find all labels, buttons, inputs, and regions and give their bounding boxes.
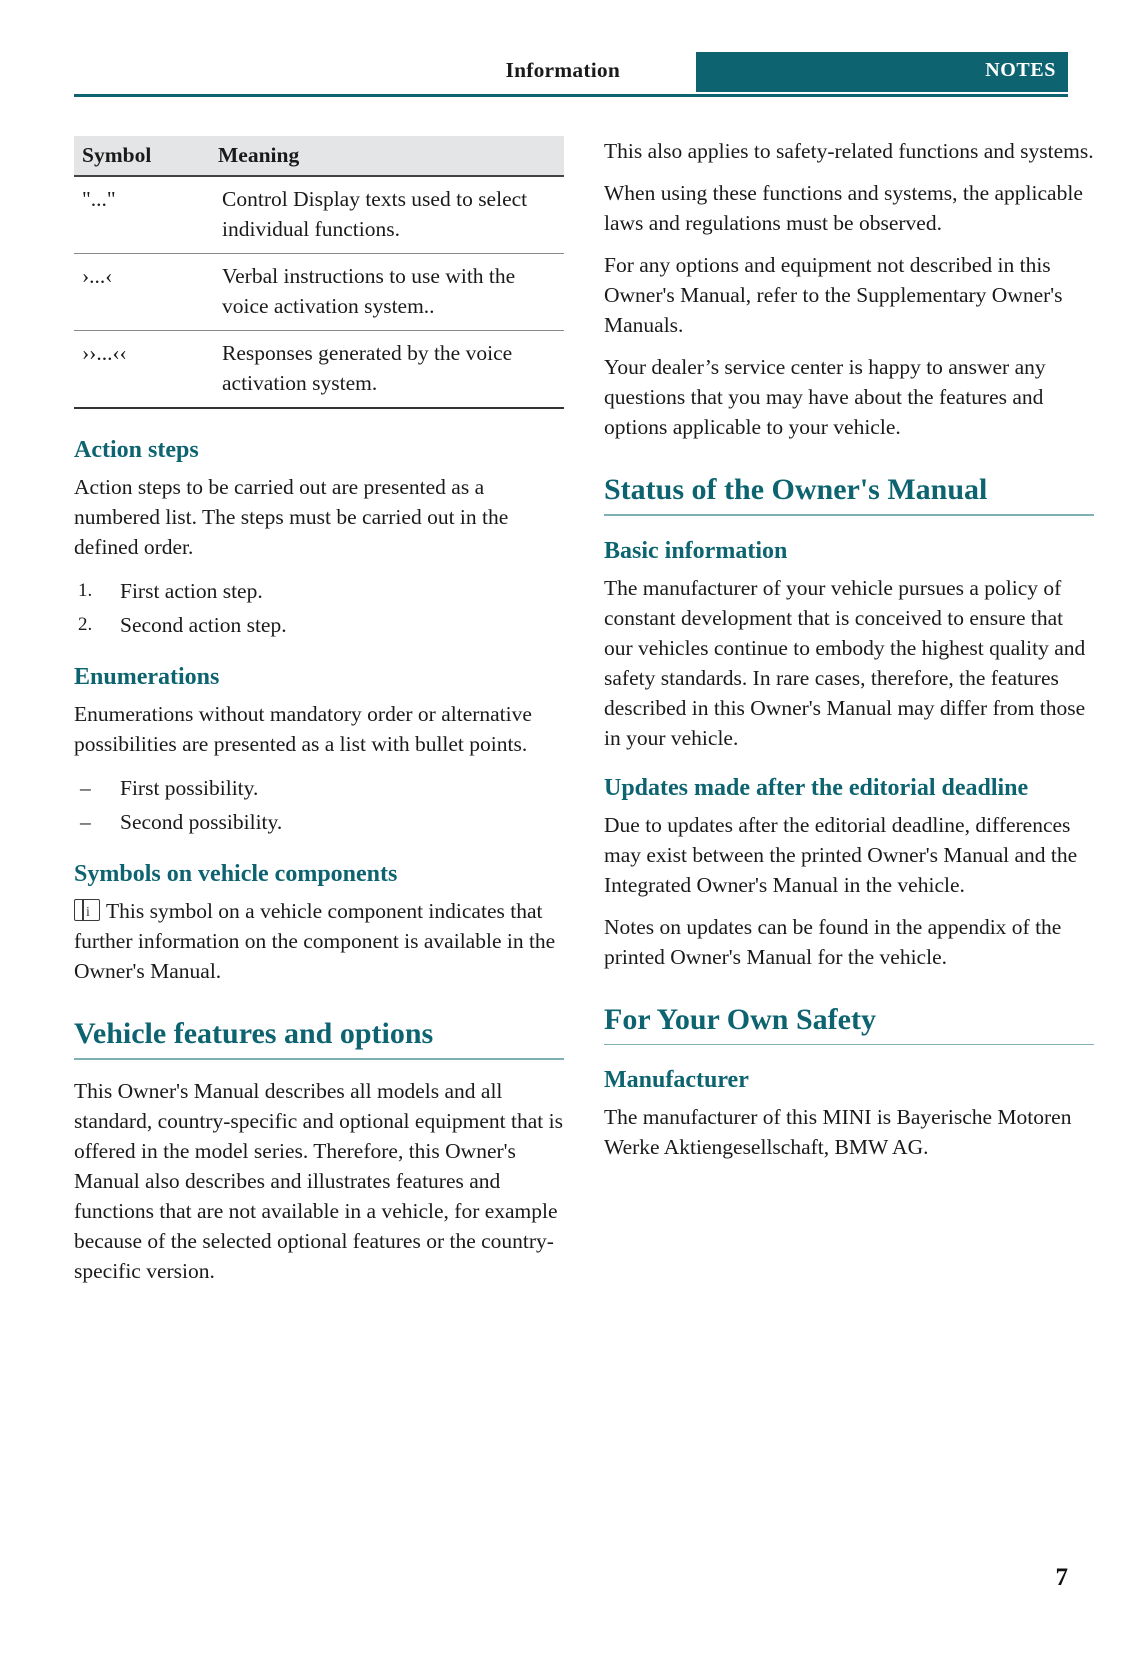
page-number: 7 — [1055, 1564, 1068, 1591]
heading-underline — [604, 514, 1094, 516]
list-item — [74, 771, 564, 805]
table-row — [74, 176, 564, 254]
right-column — [604, 136, 1094, 1174]
paragraph-updates-1: Due to updates after the editorial deadline, differences may exist between the printed Owner's Manual and the Integrated Owner's Manual in the vehicle. — [604, 812, 1078, 897]
paragraph-intro-2: When using these functions and systems, the applicable laws and regulations must be observed. — [604, 181, 1083, 235]
heading-manufacturer: Manufacturer — [604, 1067, 749, 1093]
table-cell-meaning: Responses generated by the voice activation system. — [210, 331, 564, 409]
heading-status-of-owners-manual: Status of the Owner's Manual — [604, 473, 988, 506]
heading-action-steps: Action steps — [74, 437, 199, 463]
paragraph-action-steps: Action steps to be carried out are presented as a numbered list. The steps must be carried out in the defined order. — [74, 475, 509, 559]
table-header-symbol: Symbol — [74, 136, 210, 176]
heading-basic-information: Basic information — [604, 537, 788, 564]
list-item — [74, 574, 564, 608]
heading-vehicle-features-and-options: Vehicle features and options — [74, 1017, 434, 1050]
symbol-meaning-table — [74, 136, 564, 409]
heading-symbols-on-vehicle-components: Symbols on vehicle components — [74, 861, 398, 887]
heading-for-your-own-safety: For Your Own Safety — [604, 1002, 876, 1036]
header-chapter-label: NOTES — [985, 59, 1056, 81]
paragraph-intro-1: This also applies to safety-related functions and systems. — [604, 139, 1094, 163]
header-divider — [74, 94, 1068, 97]
list-item-label: Second possibility. — [120, 810, 283, 834]
list-item — [74, 608, 564, 642]
paragraph-intro-3: For any options and equipment not described in this Owner's Manual, refer to the Supplementary Owner's Manuals. — [604, 253, 1063, 337]
paragraph-enumerations: Enumerations without mandatory order or alternative possibilities are presented as a list with bullet points. — [74, 702, 532, 756]
table-header-meaning: Meaning — [210, 136, 564, 176]
bullet-dash-icon: – — [80, 810, 91, 834]
manual-book-info-icon — [74, 899, 100, 921]
paragraph-updates-2: Notes on updates can be found in the appendix of the printed Owner's Manual for the vehicle. — [604, 914, 1062, 969]
paragraph-symbols-on-components — [74, 896, 564, 986]
table-header-row — [74, 136, 564, 176]
heading-enumerations: Enumerations — [74, 664, 220, 690]
table-cell-meaning: Verbal instructions to use with the voice activation system.. — [210, 254, 564, 331]
table-cell-symbol: ›...‹ — [74, 254, 210, 331]
paragraph-basic-information: The manufacturer of your vehicle pursues a policy of constant development that is conceived to ensure that our vehicles continue to embody the highest quality and safety standards. In rare cases, therefore, the features described in this Owner's Manual may differ from those in your vehicle. — [604, 575, 1086, 750]
table-cell-symbol: ››...‹‹ — [74, 331, 210, 409]
step-text: Second action step. — [120, 613, 287, 637]
enumeration-list — [74, 771, 564, 839]
list-item-label: First possibility. — [120, 776, 259, 800]
step-number: 2. — [78, 614, 93, 635]
table-row — [74, 331, 564, 409]
header-chapter-tab — [696, 52, 1068, 92]
left-column — [74, 136, 564, 1298]
table-row — [74, 254, 564, 331]
heading-underline — [604, 1044, 1094, 1046]
table-cell-symbol: "..." — [74, 176, 210, 254]
paragraph-symbols-text: This symbol on a vehicle component indicates that further information on the component is available in the Owner's Manual. — [74, 899, 556, 983]
heading-underline — [74, 1058, 564, 1060]
bullet-dash-icon: – — [80, 776, 91, 800]
heading-updates-after-editorial-deadline: Updates made after the editorial deadline — [604, 774, 1029, 801]
header-section-label: Information — [505, 58, 620, 82]
list-item — [74, 805, 564, 839]
step-number: 1. — [78, 580, 93, 601]
page-header — [74, 52, 1068, 94]
paragraph-intro-4: Your dealer’s service center is happy to answer any questions that you may have about the features and options applicable to your vehicle. — [604, 355, 1046, 439]
step-text: First action step. — [120, 579, 263, 603]
action-steps-list — [74, 574, 564, 642]
table-cell-meaning: Control Display texts used to select individual functions. — [210, 176, 564, 254]
paragraph-manufacturer: The manufacturer of this MINI is Bayerische Motoren Werke Aktiengesellschaft, BMW AG. — [604, 1105, 1072, 1159]
paragraph-vehicle-features: This Owner's Manual describes all models and all standard, country-specific and optional equipment that is offered in the model series. Therefore, this Owner's Manual also describes and illustrates features and functions that are not available in a vehicle, for example because of the selected optional features or the country-specific version. — [74, 1078, 563, 1283]
